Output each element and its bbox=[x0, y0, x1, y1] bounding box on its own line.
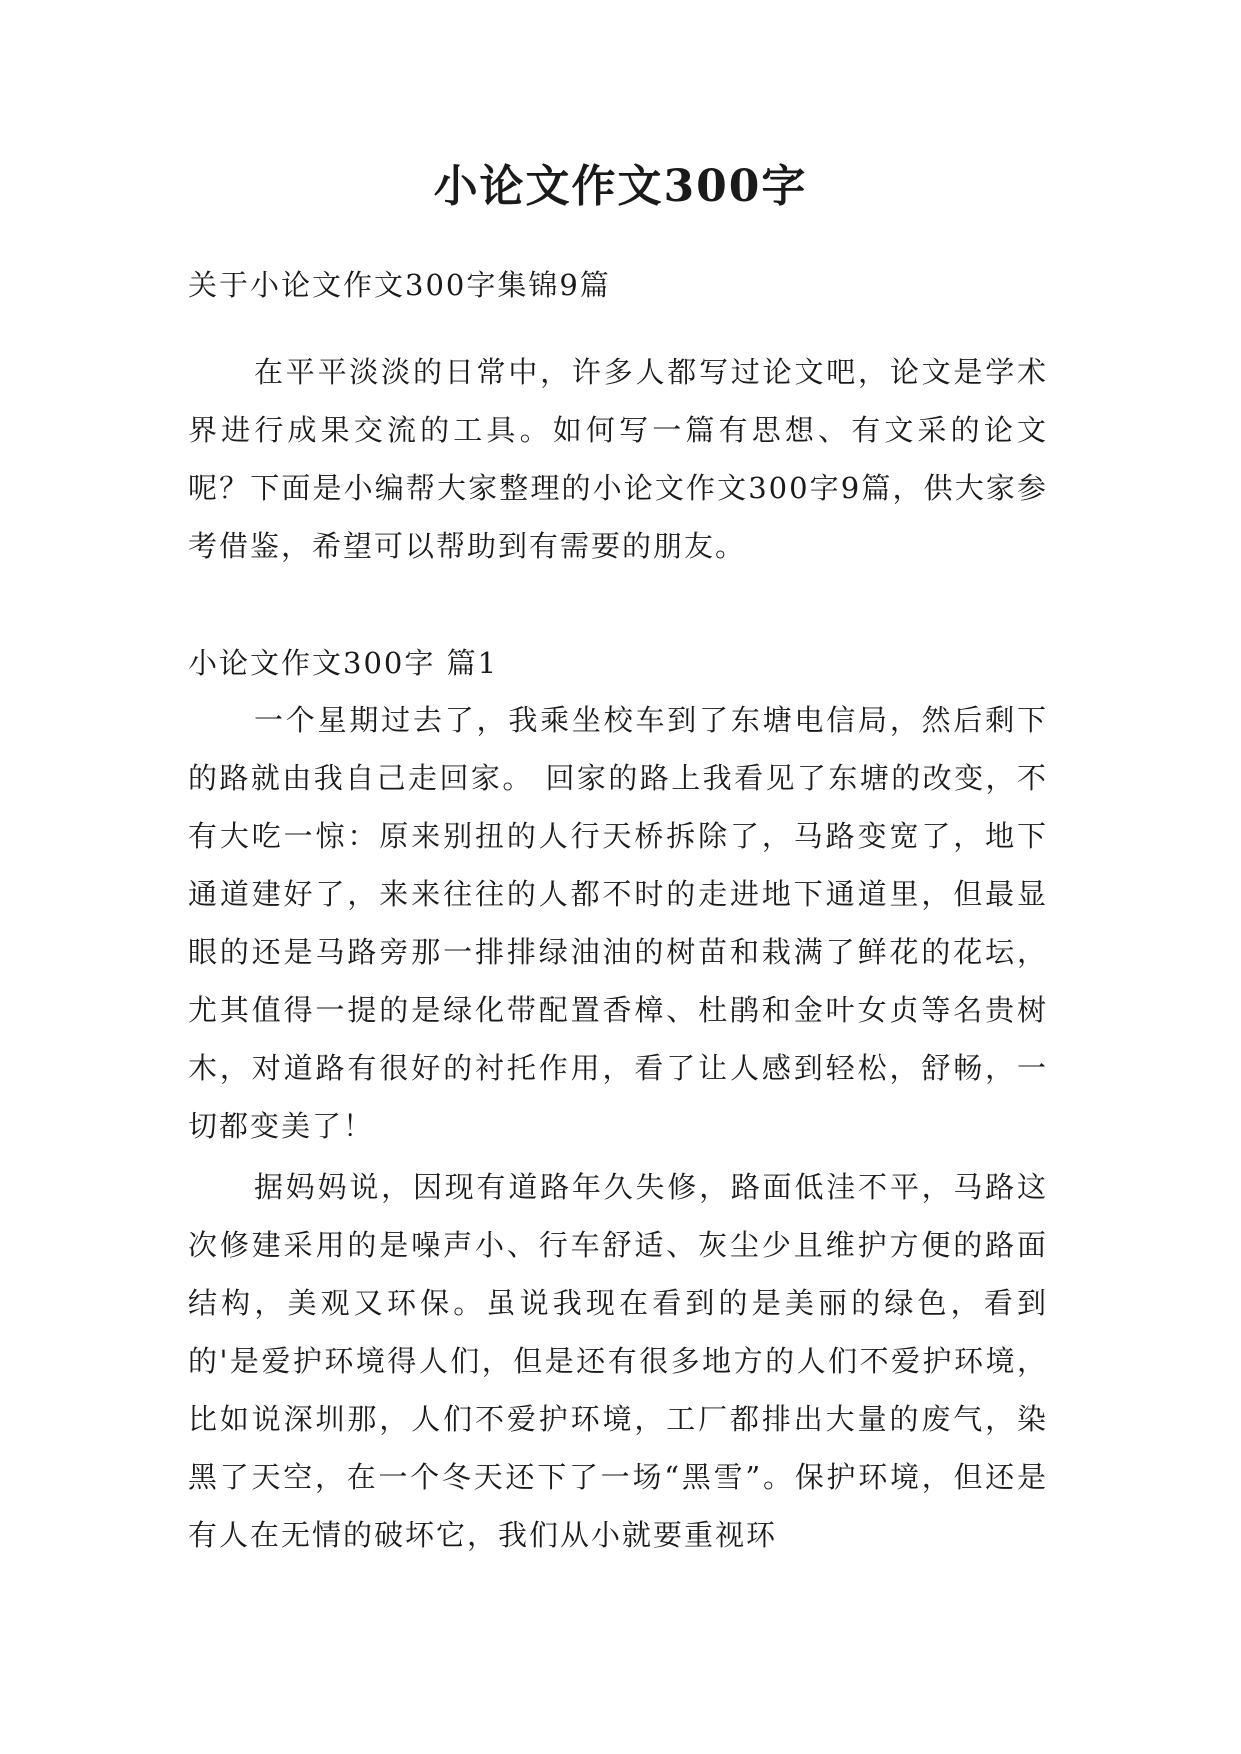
document-subtitle: 关于小论文作文300字集锦9篇 bbox=[188, 268, 611, 302]
intro-paragraph: 在平平淡淡的日常中，许多人都写过论文吧，论文是学术界进行成果交流的工具。如何写一篇有思想、有文采的论文呢？下面是小编帮大家整理的小论文作文300字9篇，供大家参考借鉴，希望可以帮助到有需要的朋友。 bbox=[188, 355, 1048, 563]
page-title: 小论文作文300字 bbox=[433, 161, 808, 212]
body-paragraph: 一个星期过去了，我乘坐校车到了东塘电信局，然后剩下的路就由我自己走回家。 回家的路上我看见了东塘的改变，不有大吃一惊：原来别扭的人行天桥拆除了，马路变宽了，地下通道建好了，来来往往的人都不时的走进地下通道里，但最显眼的还是马路旁那一排排绿油油的树苗和栽满了鲜花的花坛，尤其值得一提的是绿化带配置香樟、杜鹃和金叶女贞等名贵树木，对道路有很好的衬托作用，看了让人感到轻松，舒畅，一切都变美了！ bbox=[188, 703, 1048, 1143]
body-paragraph: 据妈妈说，因现有道路年久失修，路面低洼不平，马路这次修建采用的是噪声小、行车舒适、灰尘少且维护方便的路面结构，美观又环保。虽说我现在看到的是美丽的绿色，看到的'是爱护环境得人们，但是还有很多地方的人们不爱护环境，比如说深圳那，人们不爱护环境，工厂都排出大量的废气，染黑了天空，在一个冬天还下了一场“黑雪”。保护环境，但还是有人在无情的破坏它，我们从小就要重视环 bbox=[188, 1170, 1048, 1552]
section-heading: 小论文作文300字 篇1 bbox=[188, 646, 499, 680]
